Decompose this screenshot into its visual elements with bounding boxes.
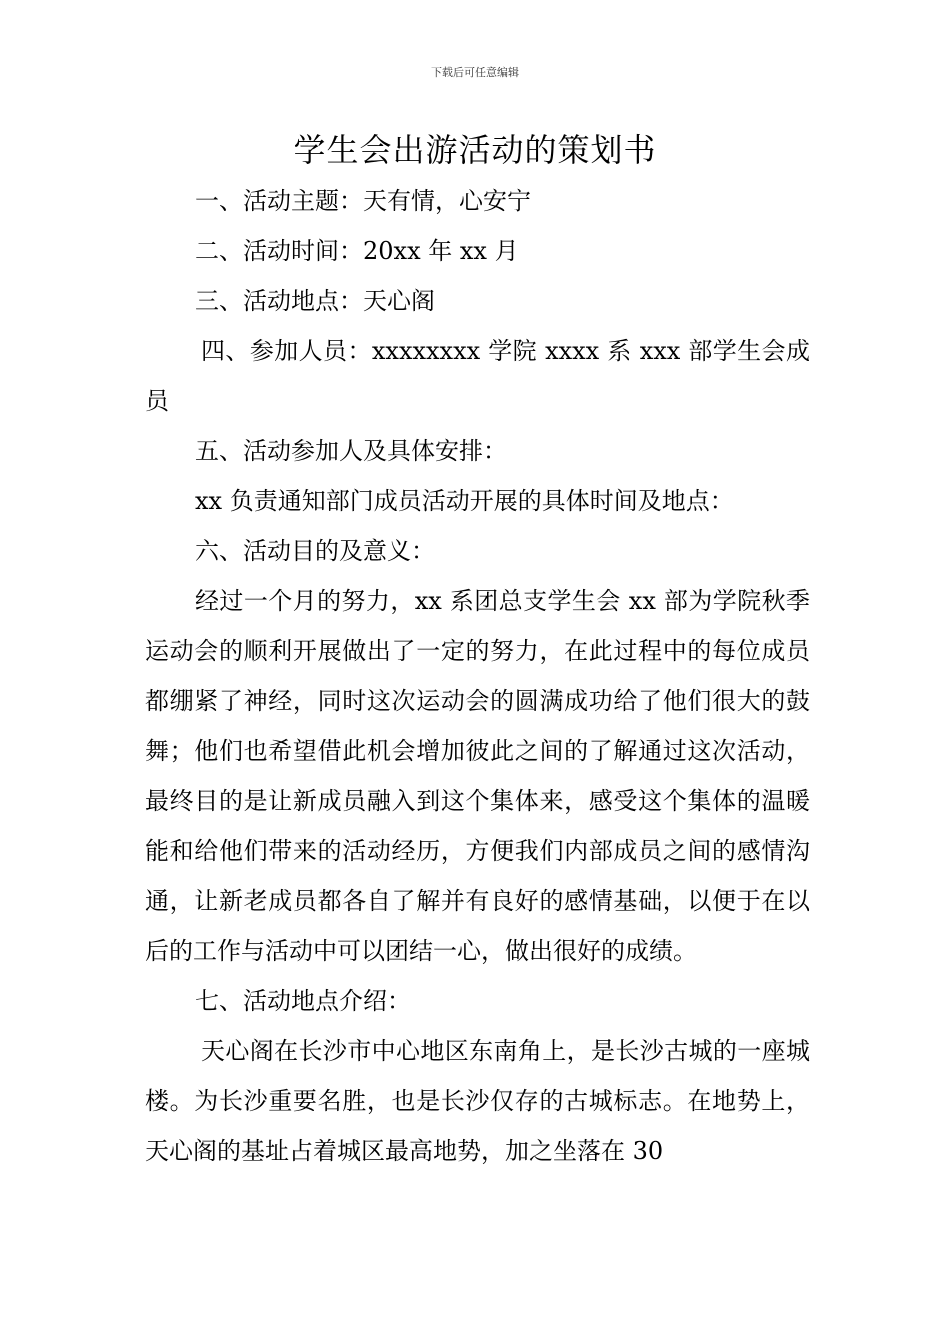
- paragraph-purpose-body: 经过一个月的努力，xx 系团总支学生会 xx 部为学院秋季运动会的顺利开展做出了一定的努力，在此过程中的每位成员都绷紧了神经，同时这次运动会的圆满成功给了他们很大的鼓舞；他们也希望借此机会增加彼此之间的了解通过这次活动，最终目的是让新成员融入到这个集体来，感受这个集体的温暖能和给他们带来的活动经历，方便我们内部成员之间的感情沟通，让新老成员都各自了解并有良好的感情基础，以便于在以后的工作与活动中可以团结一心，做出很好的成绩。: [145, 587, 810, 965]
- header-note: 下载后可任意编辑: [431, 66, 519, 79]
- paragraph-arrangement-heading: 五、活动参加人及具体安排：: [195, 437, 507, 465]
- paragraph-venue-body: 天心阁在长沙市中心地区东南角上，是长沙古城的一座城楼。为长沙重要名胜，也是长沙仅存的古城标志。在地势上，天心阁的基址占着城区最高地势，加之坐落在 30: [145, 1037, 810, 1165]
- paragraph-location: 三、活动地点：天心阁: [195, 287, 435, 315]
- paragraph-arrangement-detail: xx 负责通知部门成员活动开展的具体时间及地点：: [195, 487, 734, 515]
- paragraph-participants: 四、参加人员：xxxxxxxx 学院 xxxx 系 xxx 部学生会成员: [145, 337, 810, 415]
- document-body: [145, 176, 810, 1176]
- document-title: 学生会出游活动的策划书: [293, 131, 657, 169]
- paragraph-time: 二、活动时间：20xx 年 xx 月: [195, 237, 519, 265]
- paragraph-theme: 一、活动主题：天有情，心安宁: [195, 187, 531, 215]
- paragraph-purpose-heading: 六、活动目的及意义：: [195, 537, 435, 565]
- paragraph-venue-heading: 七、活动地点介绍：: [195, 987, 411, 1015]
